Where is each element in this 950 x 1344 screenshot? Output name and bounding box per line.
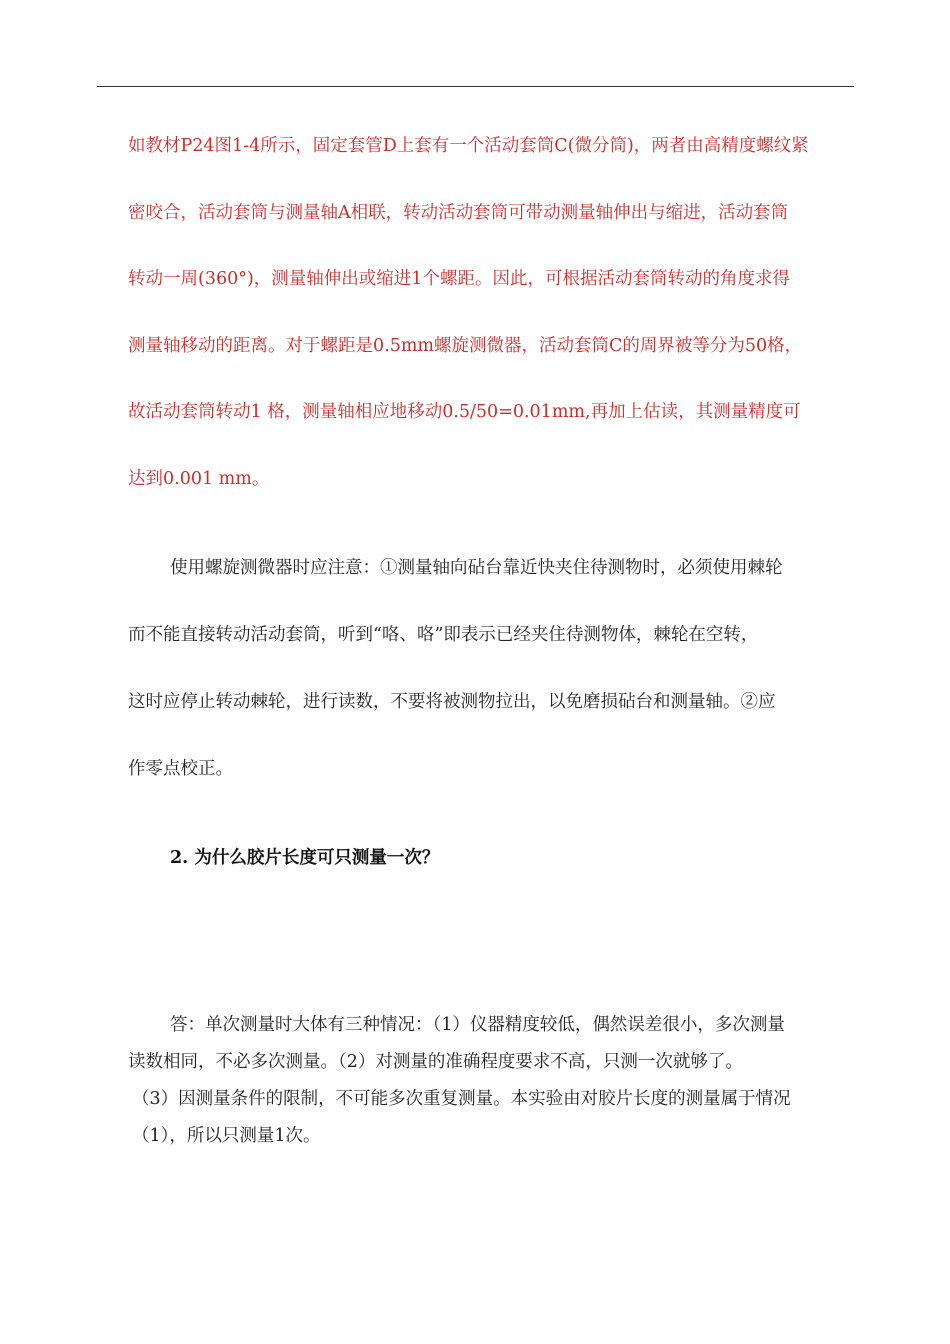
question-heading: 2. 为什么胶片长度可只测量一次？ [170,848,440,868]
micrometer-principle-paragraph [128,130,852,530]
paragraph-line: 使用螺旋测微器时应注意：①测量轴向砧台靠近快夹住待测物时，必须使用棘轮 [170,558,783,578]
paragraph-line: 转动一周(360°)，测量轴伸出或缩进1个螺距。因此，可根据活动套筒转动的角度求得 [128,269,790,290]
paragraph-line: 故活动套筒转动1 格，测量轴相应地移动0.5/50=0.01mm,再加上估读，其测量精度可 [128,402,801,423]
paragraph-line: （1），所以只测量1次。 [132,1126,321,1146]
paragraph-line: 答：单次测量时大体有三种情况：（1）仪器精度较低，偶然误差很小，多次测量 [170,1015,785,1035]
paragraph-line: 而不能直接转动活动套筒，听到“咯、咯”即表示已经夹住待测物体，棘轮在空转， [128,625,759,645]
paragraph-line: 测量轴移动的距离。对于螺距是0.5mm螺旋测微器，活动套筒C的周界被等分为50格， [128,335,803,356]
paragraph-line: 这时应停止转动棘轮，进行读数，不要将被测物拉出，以免磨损砧台和测量轴。②应 [128,692,776,712]
paragraph-line: 如教材P24图1-4所示，固定套管D上套有一个活动套筒C(微分筒)，两者由高精度螺纹紧 [128,136,809,156]
paragraph-line: 达到0.001 mm。 [128,468,270,489]
paragraph-line: 密咬合，活动套筒与测量轴A相联，转动活动套筒可带动测量轴伸出与缩进，活动套筒 [128,202,789,223]
answer-paragraph [128,1010,852,1158]
header-rule [97,86,854,87]
paragraph-line: 读数相同，不必多次测量。（2）对测量的准确程度要求不高，只测一次就够了。 [128,1052,743,1072]
usage-notes-paragraph [128,553,852,821]
paragraph-line: （3）因测量条件的限制，不可能多次重复测量。本实验由对胶片长度的测量属于情况 [132,1089,791,1109]
paragraph-line: 作零点校正。 [128,759,233,779]
